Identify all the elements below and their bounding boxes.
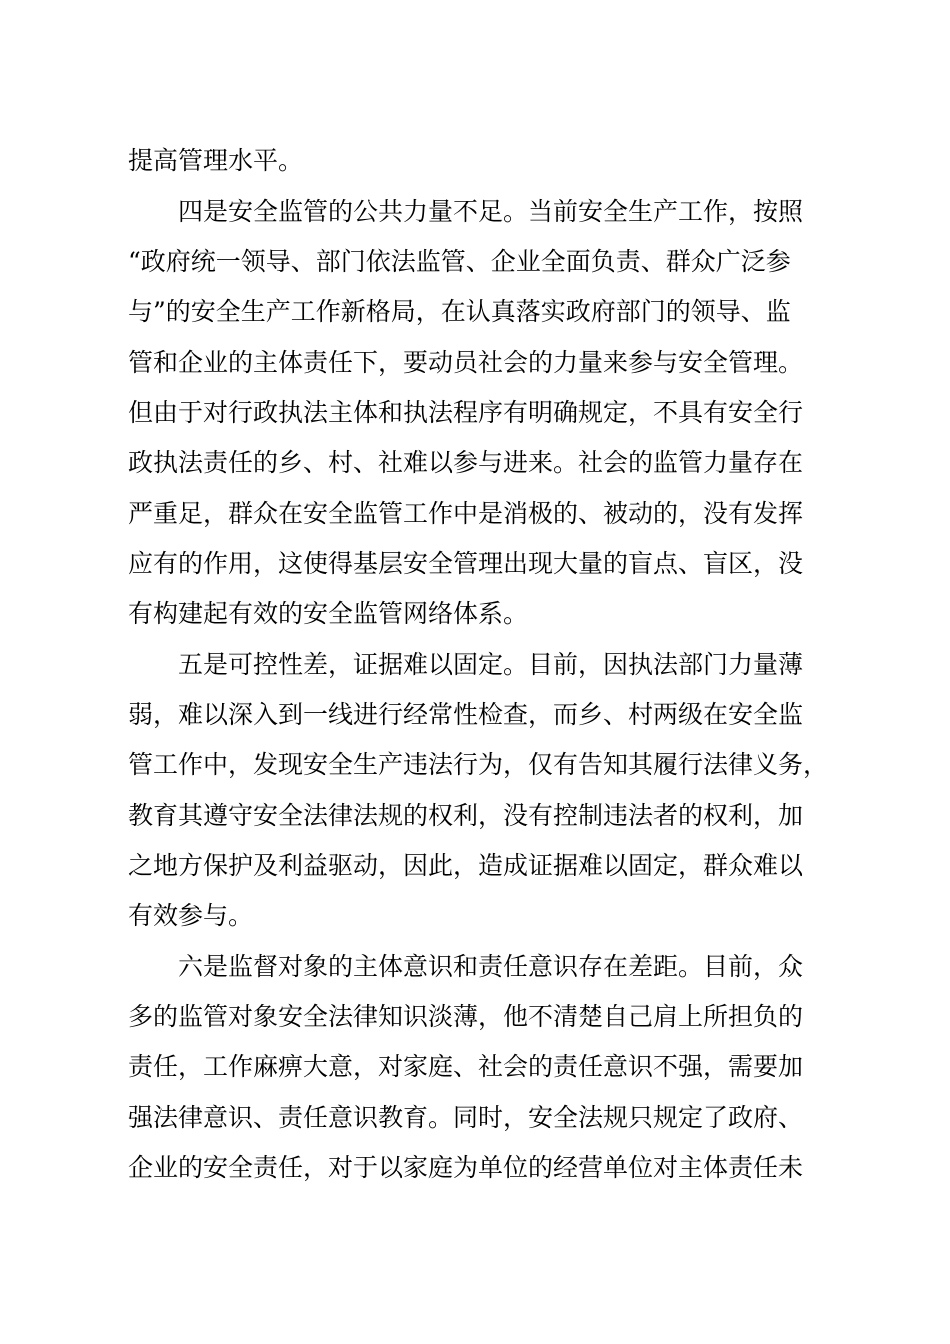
text-line: 教育其遵守安全法律法规的权利，没有控制违法者的权利，加 [128,801,804,830]
text-line: 有效参与。 [128,901,254,930]
text-line: 多的监管对象安全法律知识淡薄，他不清楚自己肩上所担负的 [128,1002,804,1031]
text-line: 严重足，群众在安全监管工作中是消极的、被动的，没有发挥 [128,499,804,528]
text-line: 企业的安全责任，对于以家庭为单位的经营单位对主体责任未 [128,1153,804,1182]
text-line: 四是安全监管的公共力量不足。当前安全生产工作，按照 [128,197,804,226]
text-line: 责任，工作麻痹大意，对家庭、社会的责任意识不强，需要加 [128,1052,804,1081]
text-line: 强法律意识、责任意识教育。同时，安全法规只规定了政府、 [128,1103,804,1132]
text-line: 有构建起有效的安全监管网络体系。 [128,599,529,628]
text-line: 但由于对行政执法主体和执法程序有明确规定，不具有安全行 [128,398,804,427]
text-line: 管工作中，发现安全生产违法行为，仅有告知其履行法律义务， [128,750,829,779]
text-line: 与”的安全生产工作新格局，在认真落实政府部门的领导、监 [128,297,791,326]
text-line: 应有的作用，这使得基层安全管理出现大量的盲点、盲区，没 [128,549,804,578]
text-line: 五是可控性差，证据难以固定。目前，因执法部门力量薄 [128,650,804,679]
text-line: 政执法责任的乡、村、社难以参与进来。社会的监管力量存在 [128,448,804,477]
text-line: “政府统一领导、部门依法监管、企业全面负责、群众广泛参 [128,247,791,276]
text-line: 管和企业的主体责任下，要动员社会的力量来参与安全管理。 [128,348,804,377]
text-line: 之地方保护及利益驱动，因此，造成证据难以固定，群众难以 [128,851,804,880]
text-line: 弱，难以深入到一线进行经常性检查，而乡、村两级在安全监 [128,700,804,729]
text-line: 提高管理水平。 [128,146,304,175]
text-line: 六是监督对象的主体意识和责任意识存在差距。目前，众 [128,952,804,981]
